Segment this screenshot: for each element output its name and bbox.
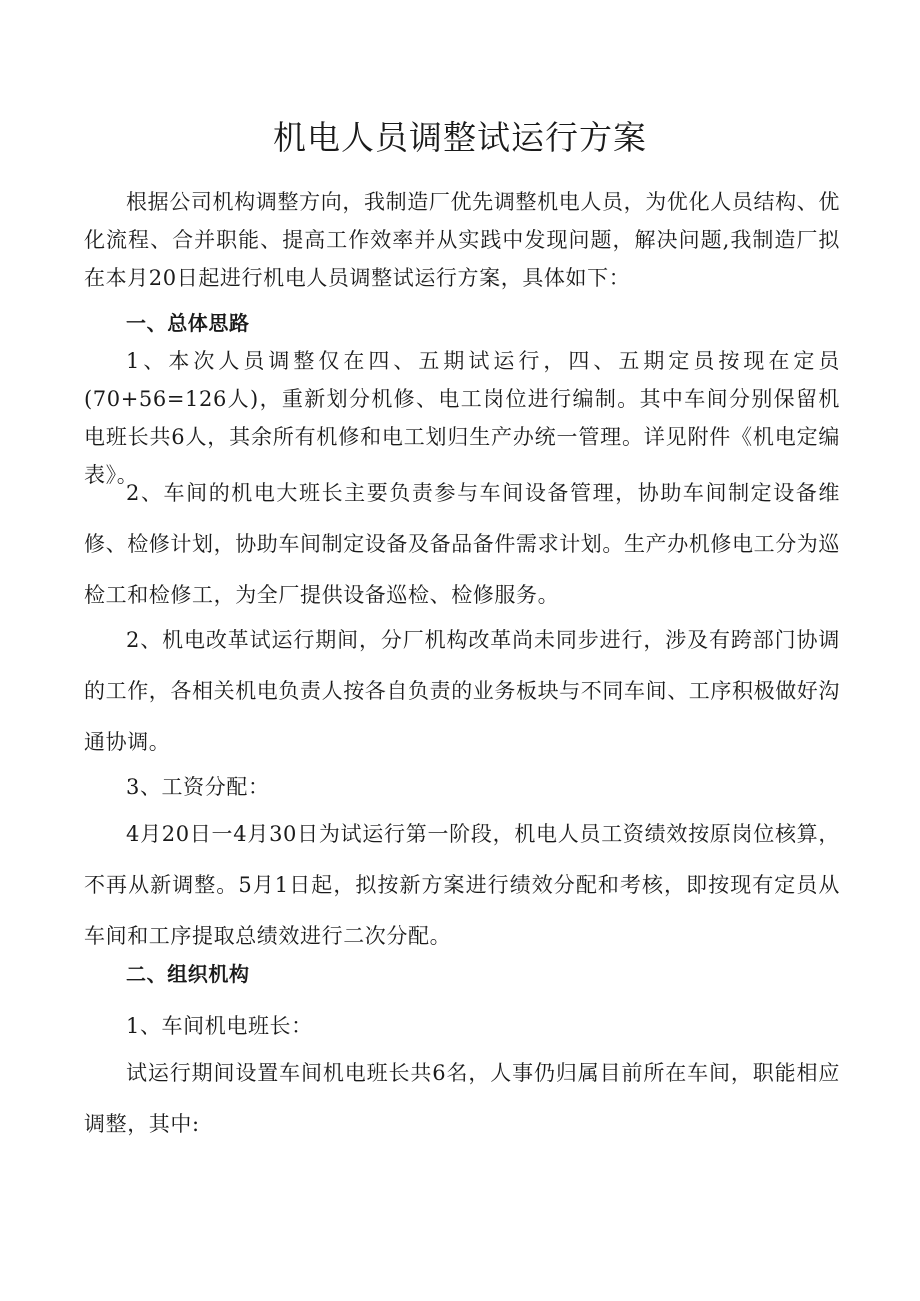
section-heading-overall-approach: 一、总体思路 <box>126 311 250 335</box>
intro-paragraph: 根据公司机构调整方向，我制造厂优先调整机电人员，为优化人员结构、优化流程、合并职能、提高工作效率并从实践中发现问题，解决问题,我制造厂拟在本月20日起进行机电人员调整试运行方案，具体如下： <box>84 190 840 290</box>
paragraph-salary-heading: 3、工资分配： <box>126 775 270 799</box>
paragraph-coordination: 2、机电改革试运行期间，分厂机构改革尚未同步进行，涉及有跨部门协调的工作，各相关机电负责人按各自负责的业务板块与不同车间、工序积极做好沟通协调。 <box>84 628 840 754</box>
document-title: 机电人员调整试运行方案 <box>273 118 647 157</box>
section-heading-organization: 二、组织机构 <box>126 962 250 986</box>
paragraph-staff-adjustment: 1、本次人员调整仅在四、五期试运行，四、五期定员按现在定员(70+56=126人)，重新划分机修、电工岗位进行编制。其中车间分别保留机电班长共6人，其余所有机修和电工划归生产办统一管理。详见附件《机电定编表》。 <box>84 349 840 487</box>
paragraph-team-leader-duties: 2、车间的机电大班长主要负责参与车间设备管理，协助车间制定设备维修、检修计划，协助车间制定设备及备品备件需求计划。生产办机修电工分为巡检工和检修工，为全厂提供设备巡检、检修服务。 <box>84 481 840 607</box>
paragraph-workshop-leader: 1、车间机电班长： <box>126 1014 313 1038</box>
paragraph-leader-setup: 试运行期间设置车间机电班长共6名，人事仍归属目前所在车间，职能相应调整，其中: <box>84 1061 840 1136</box>
paragraph-salary-details: 4月20日一4月30日为试运行第一阶段，机电人员工资绩效按原岗位核算，不再从新调整。5月1日起，拟按新方案进行绩效分配和考核，即按现有定员从车间和工序提取总绩效进行二次分配。 <box>84 822 840 948</box>
